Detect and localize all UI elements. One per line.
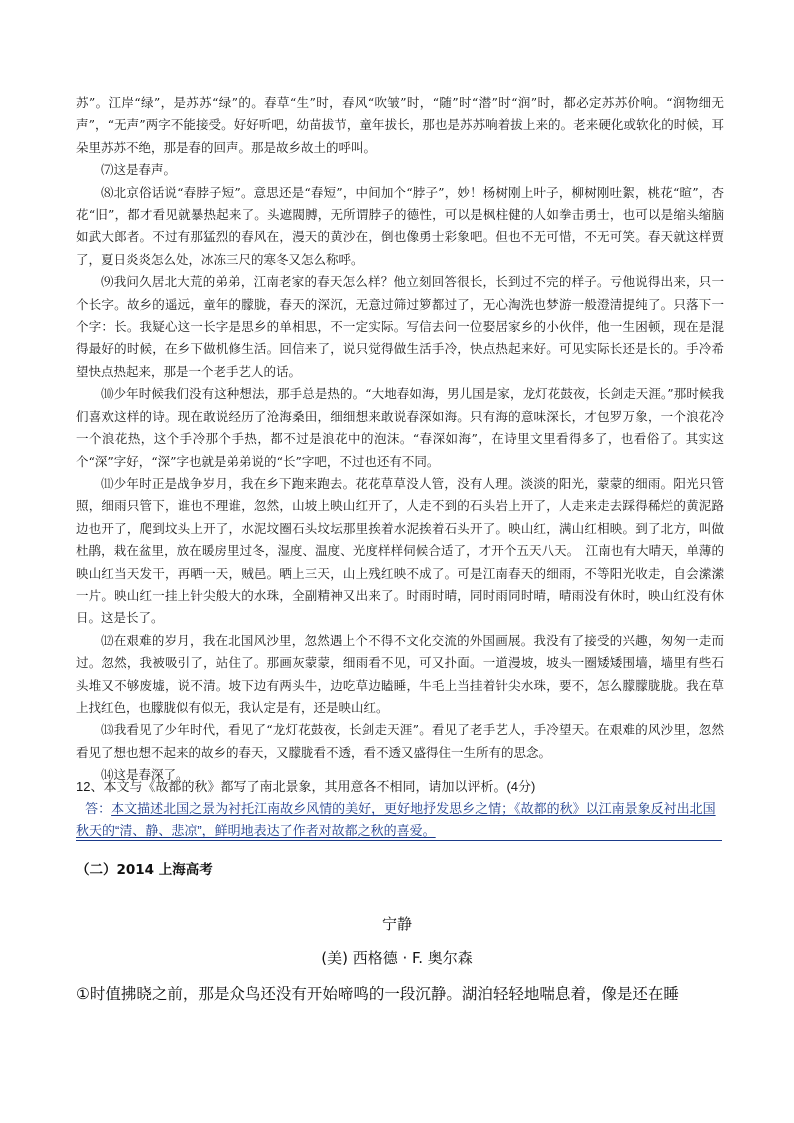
- essay-paragraph-7: ⑺这是春声。: [101, 162, 177, 178]
- essay-paragraph-9: ⑼我问久居北大荒的弟弟，江南老家的春天怎么样？他立刻回答很长，长到过不完的样子。亏他说得出来，只一个长字。故乡的遥远，童年的朦胧，春天的深沉，无意过筛过箩都过了，无心淘洗也梦游一般澄清提纯了。只落下一个字：长。我疑心这一长字是思乡的单相思，不一定实际。写信去问一位娶居家乡的小伙伴，他一生困顿，现在是混得最好的时候，在乡下做机修生活。回信来了，说只觉得做生活手冷，快点热起来好。可见实际长还是长的。手冷希望快点热起来，那是一个老手艺人的话。: [76, 274, 724, 379]
- question-block: [76, 776, 724, 842]
- article-author: (美) 西格德 · F. 奥尔森: [321, 949, 473, 967]
- essay-paragraph-13: ⒀我看见了少年时代，看见了“龙灯花鼓夜，长剑走天涯”。看见了老手艺人，手冷望天。在艰难的风沙里，忽然看见了想也想不起来的故乡的春天，又朦胧看不透，看不透又盛得住一生所有的思念。: [76, 722, 724, 760]
- answer-underline: [76, 840, 722, 841]
- answer-body: 本文描述北国之景为衬托江南故乡风情的美好，更好地抒发思乡之情；《故都的秋》以江南景象反衬出北国秋天的“清、静、悲凉”，鲜明地表达了作者对故都之秋的喜爱。: [76, 801, 716, 838]
- section-heading: （二）2014 上海高考: [76, 862, 213, 878]
- question-prompt: 12、本文与《故都的秋》都写了南北景象，其用意各不相同，请加以评析。(4分): [76, 779, 536, 794]
- article-title: 宁静: [381, 915, 412, 933]
- essay-paragraph-continued: 苏”。江岸“绿”，是苏苏“绿”的。春草“生”时，春风“吹皱”时，“随”时“潜”时“润”时，都必定苏苏价响。“润物细无声”，“无声”两字不能接受。好好听吧，幼苗拔节，童年拔长，那也是苏苏响着拔上来的。老来硬化或软化的时候，耳朵里苏苏不绝，那是春的回声。那是故乡故土的呼叫。: [76, 95, 724, 155]
- essay-paragraph-12: ⑿在艰难的岁月，我在北国风沙里，忽然遇上个不得不文化交流的外国画展。我没有了接受的兴趣，匆匆一走而过。忽然，我被吸引了，站住了。那画灰蒙蒙，细雨看不见，可又扑面。一道漫坡，坡头一圈矮矮围墙，墙里有些石头堆又不够废墟，说不清。坡下边有两头牛，边吃草边瞌睡，牛毛上当挂着针尖水珠，要不，怎么朦朦胧胧。我在草上找红色，也朦胧似有似无，我认定是有，还是映山红。: [76, 632, 724, 715]
- essay-body: [76, 92, 724, 787]
- essay-paragraph-11: ⑾少年时正是战争岁月，我在乡下跑来跑去。花花草草没人管，没有人理。淡淡的阳光，蒙蒙的细雨。阳光只管照，细雨只管下，谁也不理谁，忽然，山坡上映山红开了，人走不到的石头岩上开了，人走来走去踩得稀烂的黄泥路边也开了，爬到坟头上开了，水泥坟圈石头坟坛那里挨着水泥挨着石头开了。映山红，满山红相映。到了北方，叫做杜鹃，栽在盆里，放在暖房里过冬，湿度、温度、光度样样伺候合适了，才开个五天八天。 江南也有大晴天，单薄的映山红当天发干，再晒一天，贼邑。晒上三天，山上残红映不成了。可是江南春天的细雨，不等阳光收走，自会潆潆一片。映山红一挂上针尖般大的水珠，全副精神又出来了。时雨时晴，同时雨同时晴，晴雨没有休时，映山红没有休日。这是长了。: [76, 475, 724, 626]
- answer-text: [76, 798, 724, 842]
- article-paragraph-1: ①时值拂晓之前，那是众鸟还没有开始啼鸣的一段沉静。湖泊轻轻地喘息着，像是还在睡: [76, 985, 679, 1003]
- essay-paragraph-14: ⒁这是春深了。: [101, 767, 189, 783]
- essay-paragraph-8: ⑻北京俗话说“春脖子短”。意思还是“春短”，中间加个“脖子”，妙！杨树刚上叶子，柳树刚吐絮，桃花“暄”，杏花“旧”，都才看见就暴热起来了。头遮閥膊，无所谓脖子的德性，可以是枫柱健的人如拳击勇士，也可以是缩头缩脑如武大郎者。不过有那猛烈的春风在，漫天的黄沙在，倒也像勇士彩象吧。但也不无可惜，不无可笑。春天就这样贾了，夏日炎炎怎么处，冰冻三尺的寒冬又怎么称呼。: [76, 184, 724, 267]
- essay-paragraph-10: ⑽少年时候我们没有这种想法，那手总是热的。“大地春如海，男儿国是家，龙灯花鼓夜，长剑走天涯。”那时候我们喜欢这样的诗。现在敢说经历了沧海桑田，细细想来敢说春深如海。只有海的意味深长，才包罗万象，一个浪花冷一个浪花热，这个手冷那个手热，都不过是浪花中的泡沫。“春深如海”，在诗里文里看得多了，也看俗了。其实这个“深”字好，“深”字也就是弟弟说的“长”字吧，不过也还有不同。: [76, 386, 724, 469]
- answer-prefix: 答：: [85, 801, 112, 816]
